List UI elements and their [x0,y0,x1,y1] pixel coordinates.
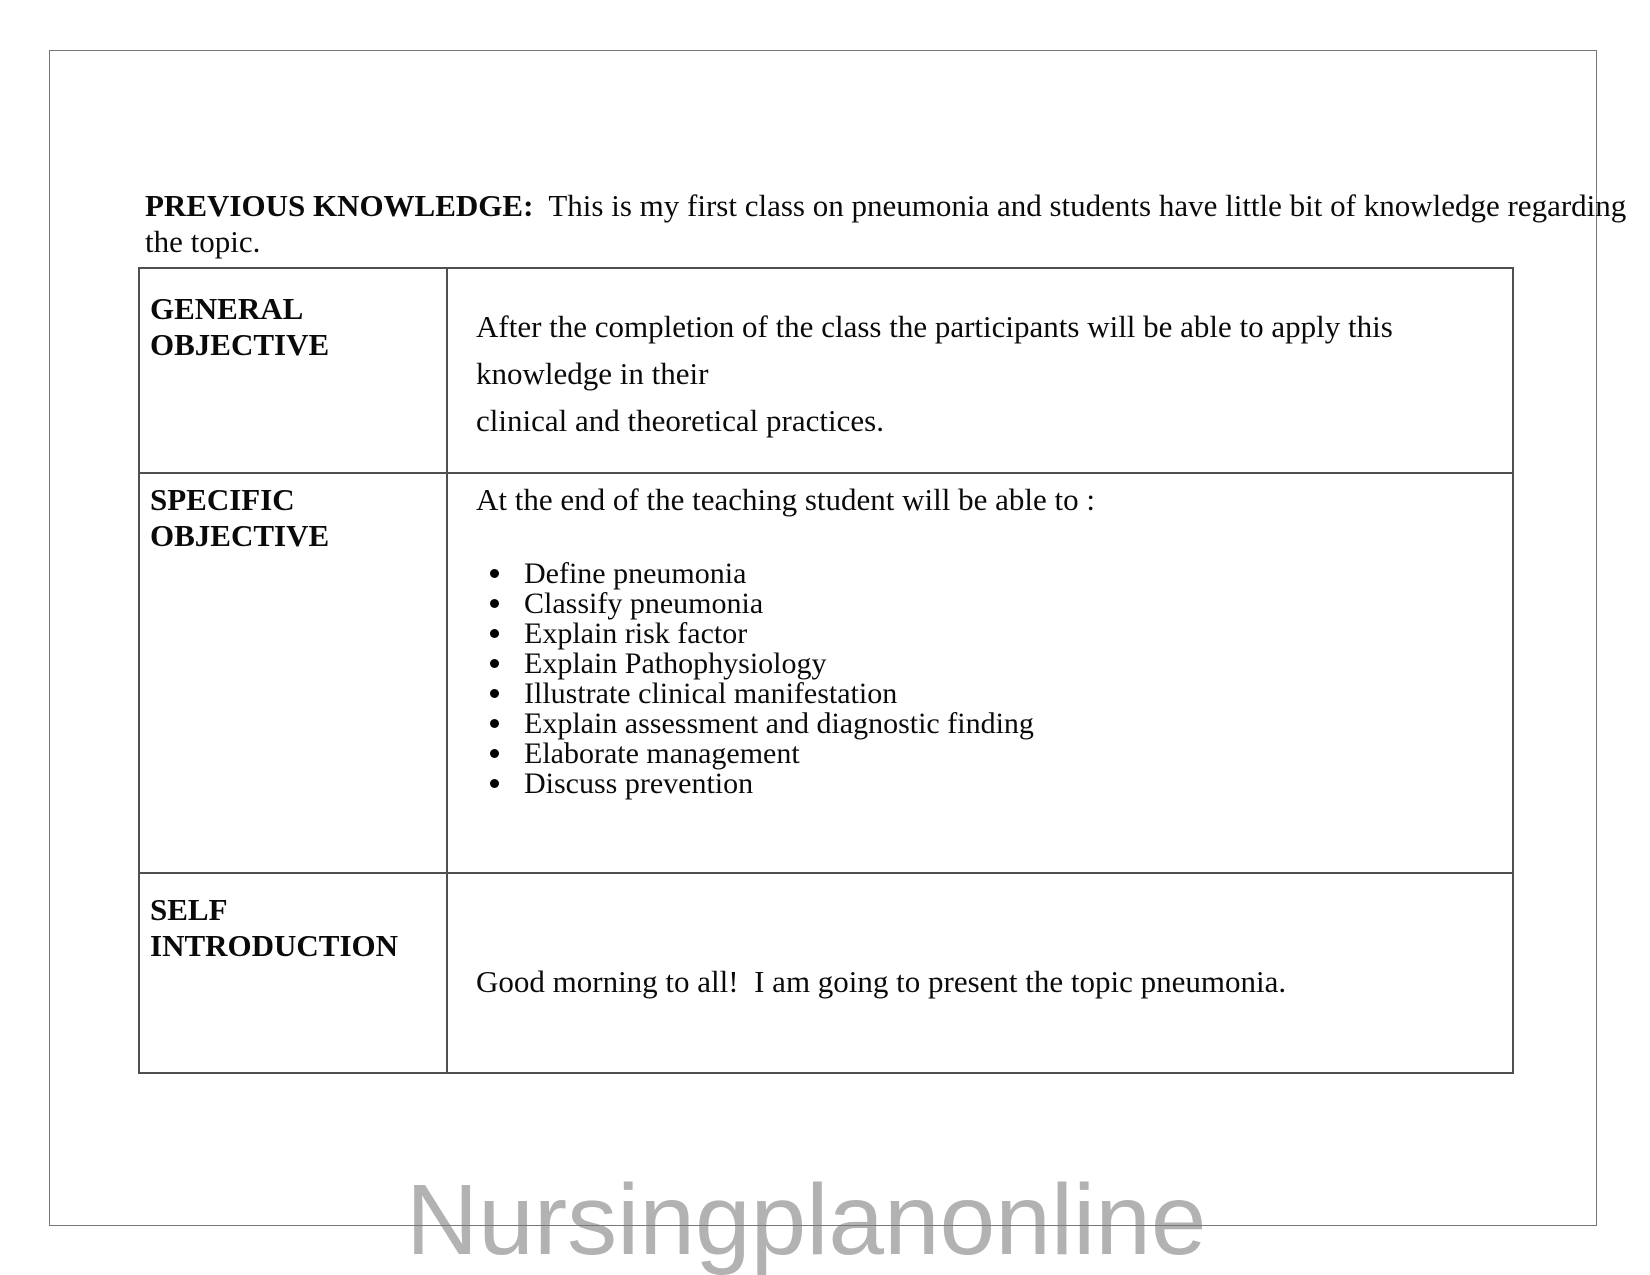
list-item [476,709,1477,739]
self-introduction-label: SELF INTRODUCTION [139,873,447,1073]
general-objective-cell [447,268,1513,473]
previous-knowledge-heading [145,188,1650,260]
list-item [476,559,1477,589]
self-introduction-row [139,873,1513,1073]
general-objective-text-line-2: clinical and theoretical practices. [476,403,884,438]
list-item-text: Classify pneumonia [524,587,764,620]
specific-objective-cell [447,473,1513,873]
list-item [476,649,1477,679]
watermark-text: Nursingplanonline [406,1164,1207,1275]
list-item-text: Explain Pathophysiology [524,647,827,680]
list-item [476,679,1477,709]
bullet-icon [490,599,499,608]
list-item-text: Explain risk factor [524,617,748,650]
self-introduction-cell [447,873,1513,1073]
bullet-icon [490,749,499,758]
bullet-icon [490,779,499,788]
bullet-icon [490,629,499,638]
list-item [476,739,1477,769]
previous-knowledge-label: PREVIOUS KNOWLEDGE: [145,188,534,223]
objectives-table [138,267,1514,1074]
previous-knowledge-text: This is my first class on pneumonia and students have little bit of knowledge regarding the topic. [145,188,1635,259]
list-item [476,619,1477,649]
list-item-text: Define pneumonia [524,557,747,590]
list-item [476,589,1477,619]
bullet-icon [490,719,499,728]
bullet-icon [490,569,499,578]
general-objective-text-line-1: After the completion of the class the participants will be able to apply this knowledge in their [476,309,1393,391]
list-item-text: Illustrate clinical manifestation [524,677,898,710]
list-item-text: Discuss prevention [524,767,754,800]
list-item-text: Elaborate management [524,737,800,770]
general-objective-label: GENERAL OBJECTIVE [139,268,447,473]
self-introduction-text: Good morning to all! I am going to present the topic pneumonia. [476,964,1287,999]
list-item [476,769,1477,799]
specific-objective-intro: At the end of the teaching student will be able to : [476,482,1095,517]
bullet-icon [490,659,499,668]
specific-objective-label: SPECIFIC OBJECTIVE [139,473,447,873]
specific-objective-list [476,559,1477,799]
general-objective-row [139,268,1513,473]
list-item-text: Explain assessment and diagnostic finding [524,707,1034,740]
bullet-icon [490,689,499,698]
specific-objective-row [139,473,1513,873]
